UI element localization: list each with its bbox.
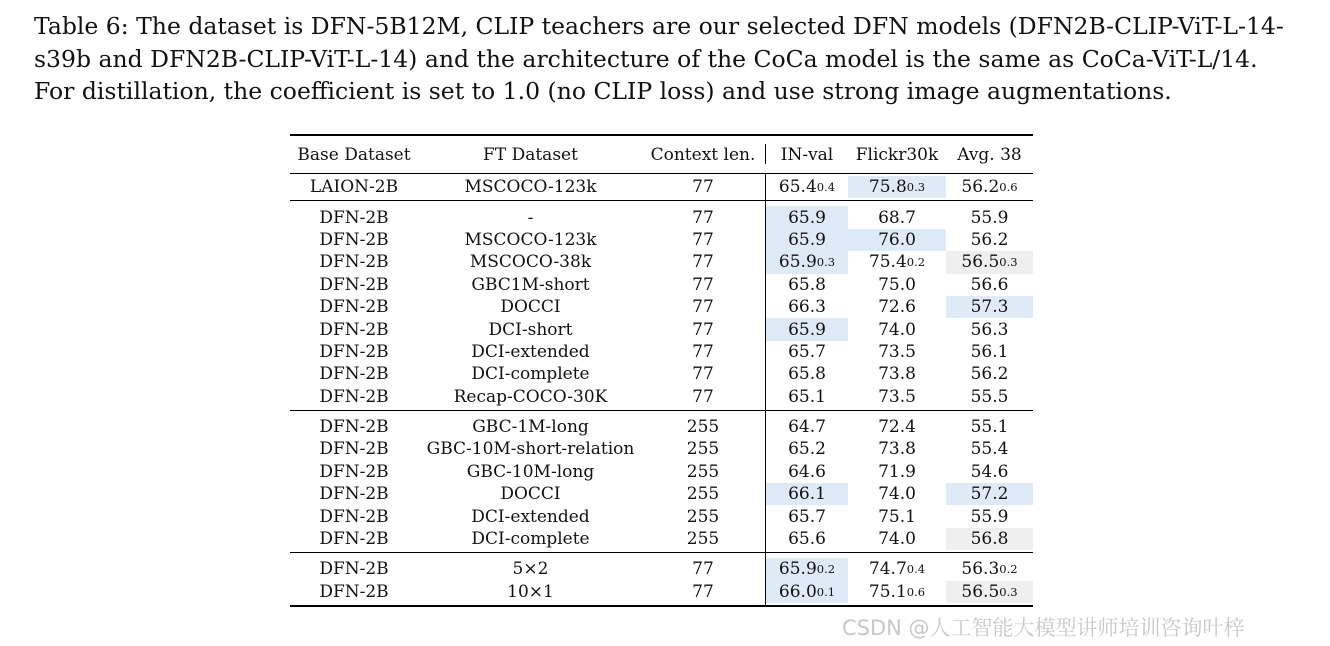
cell-avg-38-value: 56.2 xyxy=(961,177,1000,198)
table-row xyxy=(290,438,1033,460)
table-row xyxy=(290,176,1033,198)
cell-flickr30k-std: 0.2 xyxy=(906,255,926,270)
cell-base-dataset: DFN-2B xyxy=(319,439,389,460)
cell-avg-38 xyxy=(946,461,1033,483)
table-row xyxy=(290,341,1033,363)
cell-ft-dataset: GBC-10M-long xyxy=(466,461,595,482)
cell-flickr30k xyxy=(848,274,946,296)
results-table xyxy=(290,134,1033,607)
cell-base-dataset: DFN-2B xyxy=(319,529,389,550)
table-row xyxy=(290,558,1033,580)
cell-flickr30k-value: 75.0 xyxy=(878,274,916,295)
cell-avg-38 xyxy=(946,206,1033,228)
cell-ft-dataset: DOCCI xyxy=(500,297,561,318)
table-row xyxy=(290,528,1033,550)
cell-avg-38-value: 56.6 xyxy=(970,274,1009,295)
cell-flickr30k xyxy=(848,341,946,363)
cell-in-val-std: 0.1 xyxy=(816,584,836,599)
cell-in-val-value: 65.6 xyxy=(788,529,826,550)
cell-base-dataset: DFN-2B xyxy=(319,364,389,385)
table-row xyxy=(290,318,1033,340)
cell-avg-38 xyxy=(946,363,1033,385)
cell-ft-dataset: DOCCI xyxy=(500,484,561,505)
row-group xyxy=(290,411,1033,552)
bottom-rule xyxy=(290,605,1033,607)
cell-avg-38 xyxy=(946,318,1033,340)
cell-flickr30k-std: 0.4 xyxy=(906,562,926,577)
cell-in-val-std: 0.2 xyxy=(816,562,836,577)
cell-flickr30k-value: 75.4 xyxy=(868,252,907,273)
cell-in-val xyxy=(766,483,848,505)
cell-in-val-value: 65.7 xyxy=(788,341,826,362)
cell-avg-38-value: 55.9 xyxy=(970,207,1009,228)
cell-context-len: 77 xyxy=(692,297,714,318)
cell-flickr30k xyxy=(848,251,946,273)
cell-base-dataset: DFN-2B xyxy=(319,559,389,580)
cell-context-len: 77 xyxy=(692,252,714,273)
column-divider xyxy=(765,553,766,605)
cell-base-dataset: DFN-2B xyxy=(319,274,389,295)
cell-in-val-value: 66.3 xyxy=(788,297,826,318)
cell-flickr30k-value: 75.8 xyxy=(868,177,907,198)
cell-base-dataset: DFN-2B xyxy=(319,506,389,527)
cell-avg-38-value: 56.2 xyxy=(970,364,1009,385)
caption-line-1: Table 6: The dataset is DFN-5B12M, CLIP teachers are our selected DFN models (DFN2B-CLIP-ViT-L-14- xyxy=(34,12,1284,40)
cell-base-dataset: DFN-2B xyxy=(319,229,389,250)
cell-flickr30k xyxy=(848,528,946,550)
cell-avg-38-std: 0.3 xyxy=(999,255,1018,270)
table-row xyxy=(290,483,1033,505)
cell-avg-38-value: 56.3 xyxy=(970,319,1009,340)
table-row xyxy=(290,505,1033,527)
header-avg-38: Avg. 38 xyxy=(957,144,1022,165)
header-ft-dataset: FT Dataset xyxy=(483,144,578,165)
column-divider xyxy=(765,174,766,200)
cell-context-len: 77 xyxy=(692,274,714,295)
table-row xyxy=(290,386,1033,408)
cell-in-val xyxy=(766,416,848,438)
cell-ft-dataset: MSCOCO-38k xyxy=(469,252,592,273)
cell-ft-dataset: MSCOCO-123k xyxy=(464,229,597,250)
table-row xyxy=(290,581,1033,603)
table-body xyxy=(290,174,1033,605)
cell-flickr30k xyxy=(848,505,946,527)
header-in-val: IN-val xyxy=(780,144,834,165)
cell-ft-dataset: GBC1M-short xyxy=(471,274,590,295)
cell-in-val xyxy=(766,438,848,460)
cell-flickr30k-value: 76.0 xyxy=(878,229,916,250)
cell-avg-38 xyxy=(946,341,1033,363)
cell-in-val xyxy=(766,505,848,527)
cell-flickr30k-value: 73.5 xyxy=(878,341,916,362)
cell-ft-dataset: DCI-extended xyxy=(471,506,590,527)
cell-flickr30k-value: 74.7 xyxy=(868,559,907,580)
cell-in-val xyxy=(766,176,848,198)
cell-context-len: 77 xyxy=(692,177,714,198)
cell-avg-38-std: 0.6 xyxy=(999,180,1018,195)
cell-in-val-value: 65.4 xyxy=(778,177,817,198)
cell-context-len: 255 xyxy=(686,417,720,438)
cell-avg-38-value: 56.2 xyxy=(970,229,1009,250)
cell-flickr30k xyxy=(848,438,946,460)
cell-flickr30k-value: 74.0 xyxy=(878,319,916,340)
cell-avg-38 xyxy=(946,274,1033,296)
cell-avg-38 xyxy=(946,438,1033,460)
table-row xyxy=(290,206,1033,228)
cell-context-len: 255 xyxy=(686,439,720,460)
cell-flickr30k-value: 68.7 xyxy=(878,207,916,228)
cell-ft-dataset: - xyxy=(527,207,534,228)
cell-in-val xyxy=(766,461,848,483)
cell-context-len: 255 xyxy=(686,461,720,482)
table-row xyxy=(290,229,1033,251)
cell-flickr30k-value: 72.4 xyxy=(878,417,916,438)
cell-in-val-value: 65.1 xyxy=(788,386,826,407)
cell-context-len: 77 xyxy=(692,364,714,385)
cell-in-val-value: 66.1 xyxy=(788,484,826,505)
column-divider xyxy=(765,411,766,552)
column-divider xyxy=(765,201,766,410)
watermark: CSDN @人工智能大模型讲师培训咨询叶梓 xyxy=(842,616,1245,640)
cell-base-dataset: DFN-2B xyxy=(319,386,389,407)
caption-line-3: For distillation, the coefficient is set to 1.0 (no CLIP loss) and use strong image augmentations. xyxy=(34,77,1172,105)
header-flickr30k: Flickr30k xyxy=(855,144,939,165)
table-row xyxy=(290,416,1033,438)
cell-in-val xyxy=(766,363,848,385)
cell-flickr30k-value: 71.9 xyxy=(878,461,916,482)
cell-base-dataset: DFN-2B xyxy=(319,252,389,273)
row-group xyxy=(290,553,1033,605)
cell-avg-38 xyxy=(946,483,1033,505)
cell-flickr30k-value: 73.5 xyxy=(878,386,916,407)
cell-avg-38-std: 0.2 xyxy=(999,562,1018,577)
cell-avg-38-value: 57.3 xyxy=(970,297,1009,318)
cell-flickr30k xyxy=(848,558,946,580)
cell-flickr30k xyxy=(848,176,946,198)
cell-ft-dataset: GBC-10M-short-relation xyxy=(426,439,635,460)
cell-in-val-value: 64.7 xyxy=(788,417,826,438)
cell-avg-38-value: 56.5 xyxy=(961,252,1000,273)
cell-context-len: 255 xyxy=(686,506,720,527)
cell-base-dataset: DFN-2B xyxy=(319,484,389,505)
cell-avg-38 xyxy=(946,251,1033,273)
cell-in-val xyxy=(766,558,848,580)
cell-flickr30k-value: 75.1 xyxy=(868,581,907,602)
cell-flickr30k xyxy=(848,461,946,483)
cell-flickr30k xyxy=(848,229,946,251)
cell-context-len: 77 xyxy=(692,229,714,250)
cell-avg-38 xyxy=(946,296,1033,318)
cell-base-dataset: DFN-2B xyxy=(319,461,389,482)
cell-ft-dataset: DCI-complete xyxy=(471,529,590,550)
cell-avg-38-value: 54.6 xyxy=(970,461,1009,482)
cell-avg-38-value: 56.8 xyxy=(970,529,1009,550)
cell-avg-38 xyxy=(946,505,1033,527)
row-group xyxy=(290,174,1033,200)
cell-flickr30k-value: 74.0 xyxy=(878,529,916,550)
cell-flickr30k xyxy=(848,206,946,228)
cell-avg-38-value: 55.9 xyxy=(970,506,1009,527)
cell-in-val-std: 0.4 xyxy=(816,180,836,195)
cell-context-len: 255 xyxy=(686,529,720,550)
cell-ft-dataset: DCI-short xyxy=(488,319,573,340)
cell-avg-38-value: 55.5 xyxy=(970,386,1009,407)
cell-context-len: 77 xyxy=(692,319,714,340)
header-context-len: Context len. xyxy=(650,144,756,165)
cell-flickr30k xyxy=(848,416,946,438)
cell-avg-38 xyxy=(946,176,1033,198)
cell-avg-38-value: 56.3 xyxy=(961,559,1000,580)
cell-avg-38 xyxy=(946,229,1033,251)
cell-in-val xyxy=(766,251,848,273)
table-row xyxy=(290,461,1033,483)
cell-context-len: 77 xyxy=(692,581,714,602)
cell-flickr30k-value: 73.8 xyxy=(878,364,916,385)
cell-avg-38 xyxy=(946,558,1033,580)
cell-base-dataset: DFN-2B xyxy=(319,207,389,228)
cell-flickr30k xyxy=(848,386,946,408)
cell-context-len: 77 xyxy=(692,386,714,407)
cell-avg-38 xyxy=(946,416,1033,438)
cell-ft-dataset: DCI-complete xyxy=(471,364,590,385)
cell-ft-dataset: MSCOCO-123k xyxy=(464,177,597,198)
cell-in-val-value: 65.8 xyxy=(788,364,826,385)
cell-context-len: 77 xyxy=(692,207,714,228)
table-row xyxy=(290,251,1033,273)
cell-in-val xyxy=(766,296,848,318)
cell-in-val-std: 0.3 xyxy=(816,255,836,270)
cell-context-len: 255 xyxy=(686,484,720,505)
table-row xyxy=(290,274,1033,296)
table-row xyxy=(290,296,1033,318)
cell-in-val xyxy=(766,229,848,251)
cell-base-dataset: DFN-2B xyxy=(319,581,389,602)
header-base-dataset: Base Dataset xyxy=(297,144,411,165)
cell-flickr30k xyxy=(848,483,946,505)
cell-in-val-value: 65.9 xyxy=(788,207,826,228)
table-caption xyxy=(34,10,1304,108)
cell-avg-38-value: 56.5 xyxy=(961,581,1000,602)
cell-in-val-value: 65.9 xyxy=(788,229,826,250)
cell-in-val-value: 66.0 xyxy=(778,581,817,602)
cell-in-val xyxy=(766,318,848,340)
cell-in-val xyxy=(766,341,848,363)
cell-context-len: 77 xyxy=(692,341,714,362)
cell-avg-38-value: 56.1 xyxy=(970,341,1009,362)
cell-base-dataset: DFN-2B xyxy=(319,341,389,362)
cell-in-val-value: 65.9 xyxy=(778,559,817,580)
cell-ft-dataset: 10×1 xyxy=(507,581,554,602)
cell-flickr30k-std: 0.3 xyxy=(906,180,926,195)
cell-in-val xyxy=(766,274,848,296)
cell-avg-38-value: 55.1 xyxy=(970,417,1009,438)
cell-in-val xyxy=(766,581,848,603)
cell-in-val-value: 64.6 xyxy=(788,461,826,482)
cell-ft-dataset: 5×2 xyxy=(512,559,549,580)
cell-avg-38-value: 55.4 xyxy=(970,439,1009,460)
table-row xyxy=(290,363,1033,385)
header-row xyxy=(290,136,1033,173)
cell-in-val-value: 65.9 xyxy=(778,252,817,273)
cell-base-dataset: DFN-2B xyxy=(319,319,389,340)
cell-ft-dataset: Recap-COCO-30K xyxy=(453,386,608,407)
caption-line-2: s39b and DFN2B-CLIP-ViT-L-14) and the architecture of the CoCa model is the same as CoCa-ViT-L/14. xyxy=(34,44,1258,73)
cell-context-len: 77 xyxy=(692,559,714,580)
cell-avg-38-std: 0.3 xyxy=(999,584,1018,599)
cell-flickr30k-std: 0.6 xyxy=(906,584,926,599)
cell-base-dataset: LAION-2B xyxy=(309,177,399,198)
cell-avg-38 xyxy=(946,386,1033,408)
cell-in-val xyxy=(766,528,848,550)
cell-in-val-value: 65.7 xyxy=(788,506,826,527)
cell-in-val xyxy=(766,206,848,228)
cell-avg-38 xyxy=(946,581,1033,603)
row-group xyxy=(290,201,1033,410)
cell-flickr30k-value: 72.6 xyxy=(878,297,916,318)
cell-avg-38 xyxy=(946,528,1033,550)
cell-base-dataset: DFN-2B xyxy=(319,417,389,438)
cell-avg-38-value: 57.2 xyxy=(970,484,1009,505)
cell-flickr30k xyxy=(848,363,946,385)
cell-flickr30k xyxy=(848,296,946,318)
cell-ft-dataset: GBC-1M-long xyxy=(472,417,589,438)
cell-in-val-value: 65.8 xyxy=(788,274,826,295)
cell-flickr30k xyxy=(848,318,946,340)
cell-ft-dataset: DCI-extended xyxy=(471,341,590,362)
cell-in-val-value: 65.2 xyxy=(788,439,826,460)
cell-flickr30k xyxy=(848,581,946,603)
cell-flickr30k-value: 73.8 xyxy=(878,439,916,460)
cell-flickr30k-value: 74.0 xyxy=(878,484,916,505)
cell-base-dataset: DFN-2B xyxy=(319,297,389,318)
cell-flickr30k-value: 75.1 xyxy=(878,506,916,527)
cell-in-val xyxy=(766,386,848,408)
cell-in-val-value: 65.9 xyxy=(788,319,826,340)
